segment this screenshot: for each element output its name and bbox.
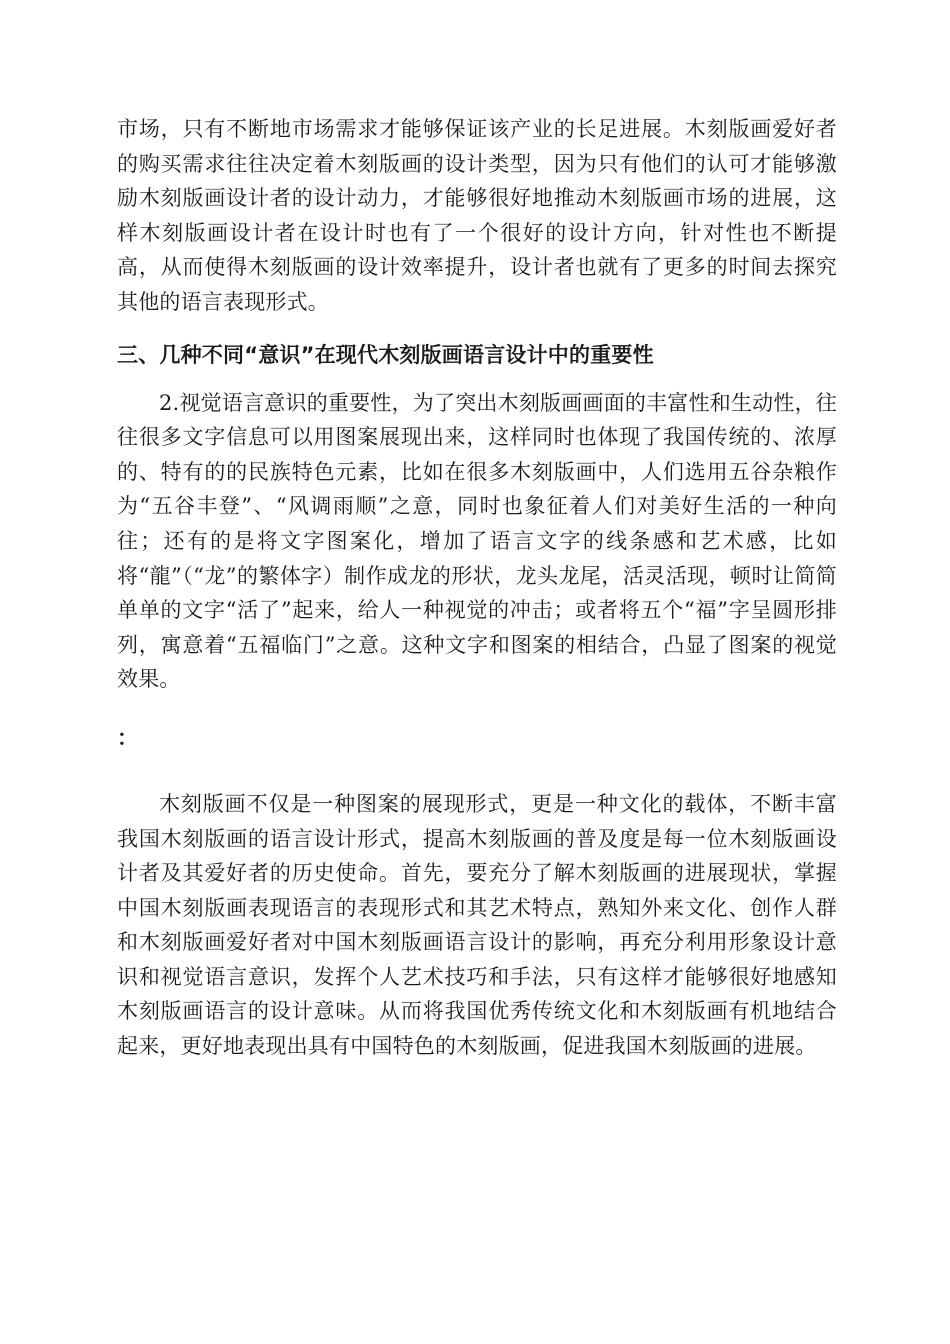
body-paragraph-3: 木刻版画不仅是一种图案的展现形式，更是一种文化的载体，不断丰富我国木刻版画的语言设计形式，提高木刻版画的普及度是每一位木刻版画设计者及其爱好者的历史使命。首先，要充分了解木刻版画的进展现状，掌握中国木刻版画表现语言的表现形式和其艺术特点，熟知外来文化、创作人群和木刻版画爱好者对中国木刻版画语言设计的影响，再充分利用形象设计意识和视觉语言意识，发挥个人艺术技巧和手法，只有这样才能够很好地感知木刻版画语言的设计意味。从而将我国优秀传统文化和木刻版画有机地结合起来，更好地表现出具有中国特色的木刻版画，促进我国木刻版画的进展。 [117, 791, 837, 1059]
document-page [117, 112, 837, 1064]
body-paragraph-2: 2.视觉语言意识的重要性，为了突出木刻版画画面的丰富性和生动性，往往很多文字信息可以用图案展现出来，这样同时也体现了我国传统的、浓厚的、特有的的民族特色元素，比如在很多木刻版画中，人们选用五谷杂粮作为“五谷丰登”、“风调雨顺”之意，同时也象征着人们对美好生活的一种向往；还有的是将文字图案化，增加了语言文字的线条感和艺术感，比如将“龍”（“龙”的繁体字）制作成龙的形状，龙头龙尾，活灵活现，顿时让简简单单的文字“活了”起来，给人一种视觉的冲击；或者将五个“福”字呈圆形排列，寓意着“五福临门”之意。这种文字和图案的相结合，凸显了图案的视觉效果。 [117, 390, 837, 692]
section-heading: 三、几种不同“意识”在现代木刻版画语言设计中的重要性 [117, 342, 654, 367]
colon-line: ： [117, 724, 138, 750]
body-paragraph-1: 市场，只有不断地市场需求才能够保证该产业的长足进展。木刻版画爱好者的购买需求往往决定着木刻版画的设计类型，因为只有他们的认可才能够激励木刻版画设计者的设计动力，才能够很好地推动木刻版画市场的进展，这样木刻版画设计者在设计时也有了一个很好的设计方向，针对性也不断提高，从而使得木刻版画的设计效率提升，设计者也就有了更多的时间去探究其他的语言表现形式。 [117, 117, 837, 314]
